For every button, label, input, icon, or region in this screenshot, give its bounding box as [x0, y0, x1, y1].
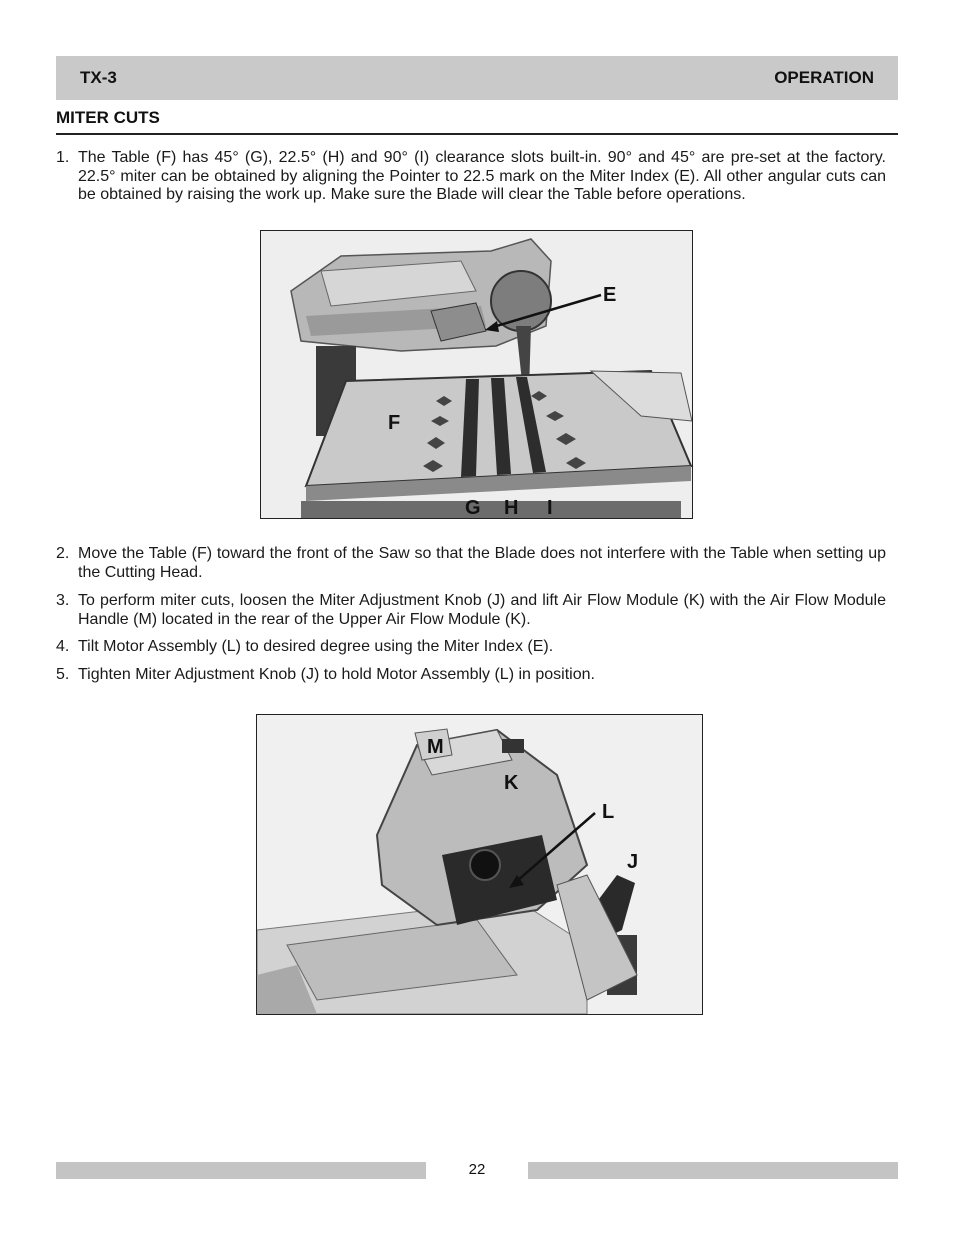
callout-e: E — [603, 284, 617, 306]
step-item — [56, 666, 886, 685]
header-bar — [56, 56, 898, 100]
section-title: MITER CUTS — [56, 108, 160, 127]
step-item — [56, 592, 886, 629]
step-item — [56, 545, 886, 582]
section-divider — [56, 133, 898, 135]
figure-miter-table-illustration — [261, 231, 692, 518]
page-number: 22 — [468, 1161, 486, 1178]
step-number: 4. — [56, 638, 70, 655]
step-number: 3. — [56, 592, 70, 609]
figure-motor-assembly — [256, 714, 703, 1015]
step-number: 5. — [56, 666, 70, 683]
figure-miter-table — [260, 230, 693, 519]
callout-j: J — [627, 851, 639, 873]
header-section: OPERATION — [774, 68, 874, 87]
callout-i: I — [547, 497, 553, 519]
step-item — [56, 149, 886, 205]
callout-l: L — [602, 801, 615, 823]
callout-g: G — [465, 497, 481, 519]
footer-bar-right — [528, 1162, 898, 1179]
callout-f: F — [388, 412, 401, 434]
step-text: Move the Table (F) toward the front of the Saw so that the Blade does not interfere with the Table when setting up the Cutting Head. — [78, 545, 886, 581]
footer-bar-left — [56, 1162, 426, 1179]
step-text: The Table (F) has 45° (G), 22.5° (H) and 90° (I) clearance slots built-in. 90° and 45° are pre-set at the factory. 22.5° miter can be obtained by aligning the Pointer to 22.5 mark on the Miter Index (E). All other angular cuts can be obtained by raising the work up. Make sure the Blade will clear the Table before operations. — [78, 149, 886, 203]
callout-k: K — [504, 772, 519, 794]
step-text: To perform miter cuts, loosen the Miter Adjustment Knob (J) and lift Air Flow Module (K) with the Air Flow Module Handle (M) located in the rear of the Upper Air Flow Module (K). — [78, 592, 886, 628]
header-model: TX-3 — [80, 68, 117, 87]
callout-h: H — [504, 497, 519, 519]
step-text: Tighten Miter Adjustment Knob (J) to hold Motor Assembly (L) in position. — [78, 666, 595, 683]
callout-m: M — [427, 736, 444, 758]
step-text: Tilt Motor Assembly (L) to desired degree using the Miter Index (E). — [78, 638, 554, 655]
step-number: 1. — [56, 149, 70, 166]
step-item — [56, 638, 886, 657]
step-number: 2. — [56, 545, 70, 562]
